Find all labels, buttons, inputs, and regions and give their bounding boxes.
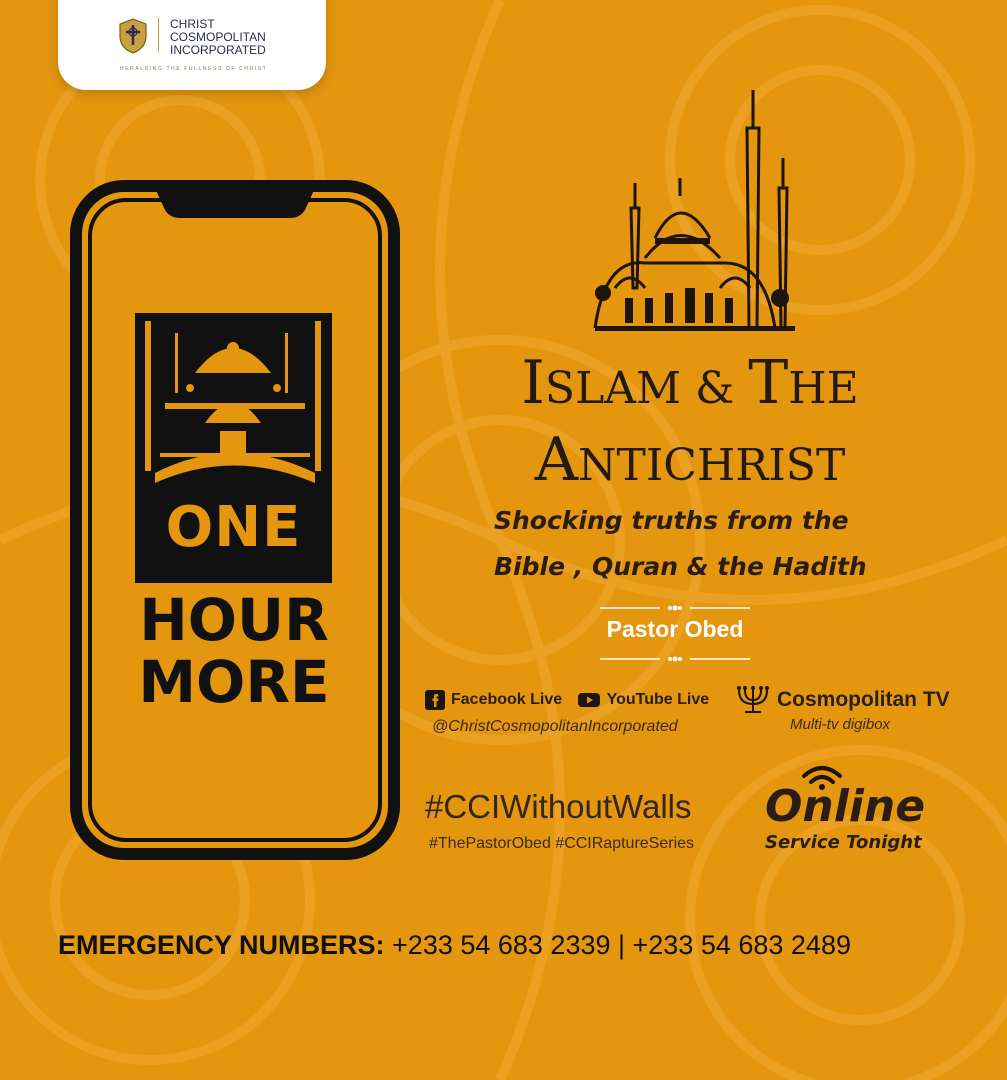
- emergency-phone-numbers: +233 54 683 2339 | +233 54 683 2489: [384, 930, 851, 960]
- ornament-divider-top: [600, 603, 750, 613]
- subtitle-line-1: Shocking truths from the: [494, 506, 849, 535]
- logo-divider: [158, 18, 159, 52]
- ornament-divider-bottom: [600, 654, 750, 664]
- title-initial-i: I: [521, 348, 545, 418]
- youtube-label: YouTube Live: [606, 691, 710, 709]
- title-antichrist: NTICHRIST: [578, 440, 846, 491]
- youtube-live: [577, 690, 710, 710]
- logo-tagline: HERALDING THE FULLNESS OF CHRIST: [120, 66, 268, 72]
- title-the: HE: [788, 363, 859, 414]
- youtube-icon: [577, 690, 601, 710]
- logo-line-2: COSMOPOLITAN: [170, 30, 266, 44]
- logo-line-1: CHRIST: [170, 17, 215, 31]
- logo-name: [170, 18, 266, 57]
- menorah-icon: [735, 684, 771, 714]
- emergency-label: EMERGENCY NUMBERS:: [58, 930, 385, 960]
- service-tonight-label: Service Tonight: [765, 832, 922, 853]
- speaker-name: Pastor Obed: [606, 616, 744, 642]
- event-title: [460, 348, 920, 506]
- facebook-label: Facebook Live: [451, 691, 563, 709]
- phone-word-hour: HOUR: [139, 586, 329, 654]
- phone-word-one: ONE: [165, 495, 302, 560]
- social-links: [425, 690, 719, 710]
- main-hashtag: #CCIWithoutWalls: [425, 788, 692, 825]
- event-subtitle: [494, 498, 914, 590]
- social-handle: @ChristCosmopolitanIncorporated: [432, 718, 678, 735]
- church-crest-icon: [118, 18, 148, 54]
- secondary-hashtags: #ThePastorObed #CCIRaptureSeries: [429, 835, 695, 852]
- title-initial-a: A: [534, 425, 579, 495]
- tv-channel-sub: Multi-tv digibox: [790, 716, 891, 733]
- mosque-illustration: [585, 88, 805, 338]
- online-label: Online: [765, 781, 926, 832]
- title-initial-t: T: [748, 348, 789, 418]
- tv-channel-name: Cosmopolitan TV: [777, 688, 950, 711]
- title-islam: SLAM &: [544, 363, 749, 414]
- logo-line-3: INCORPORATED: [170, 43, 266, 57]
- logo-card: [58, 0, 326, 90]
- emergency-numbers: [58, 930, 948, 961]
- facebook-icon: [425, 690, 445, 710]
- subtitle-line-2: Bible , Quran & the Hadith: [494, 552, 867, 581]
- phone-word-more: MORE: [138, 648, 330, 716]
- facebook-live: [425, 690, 562, 710]
